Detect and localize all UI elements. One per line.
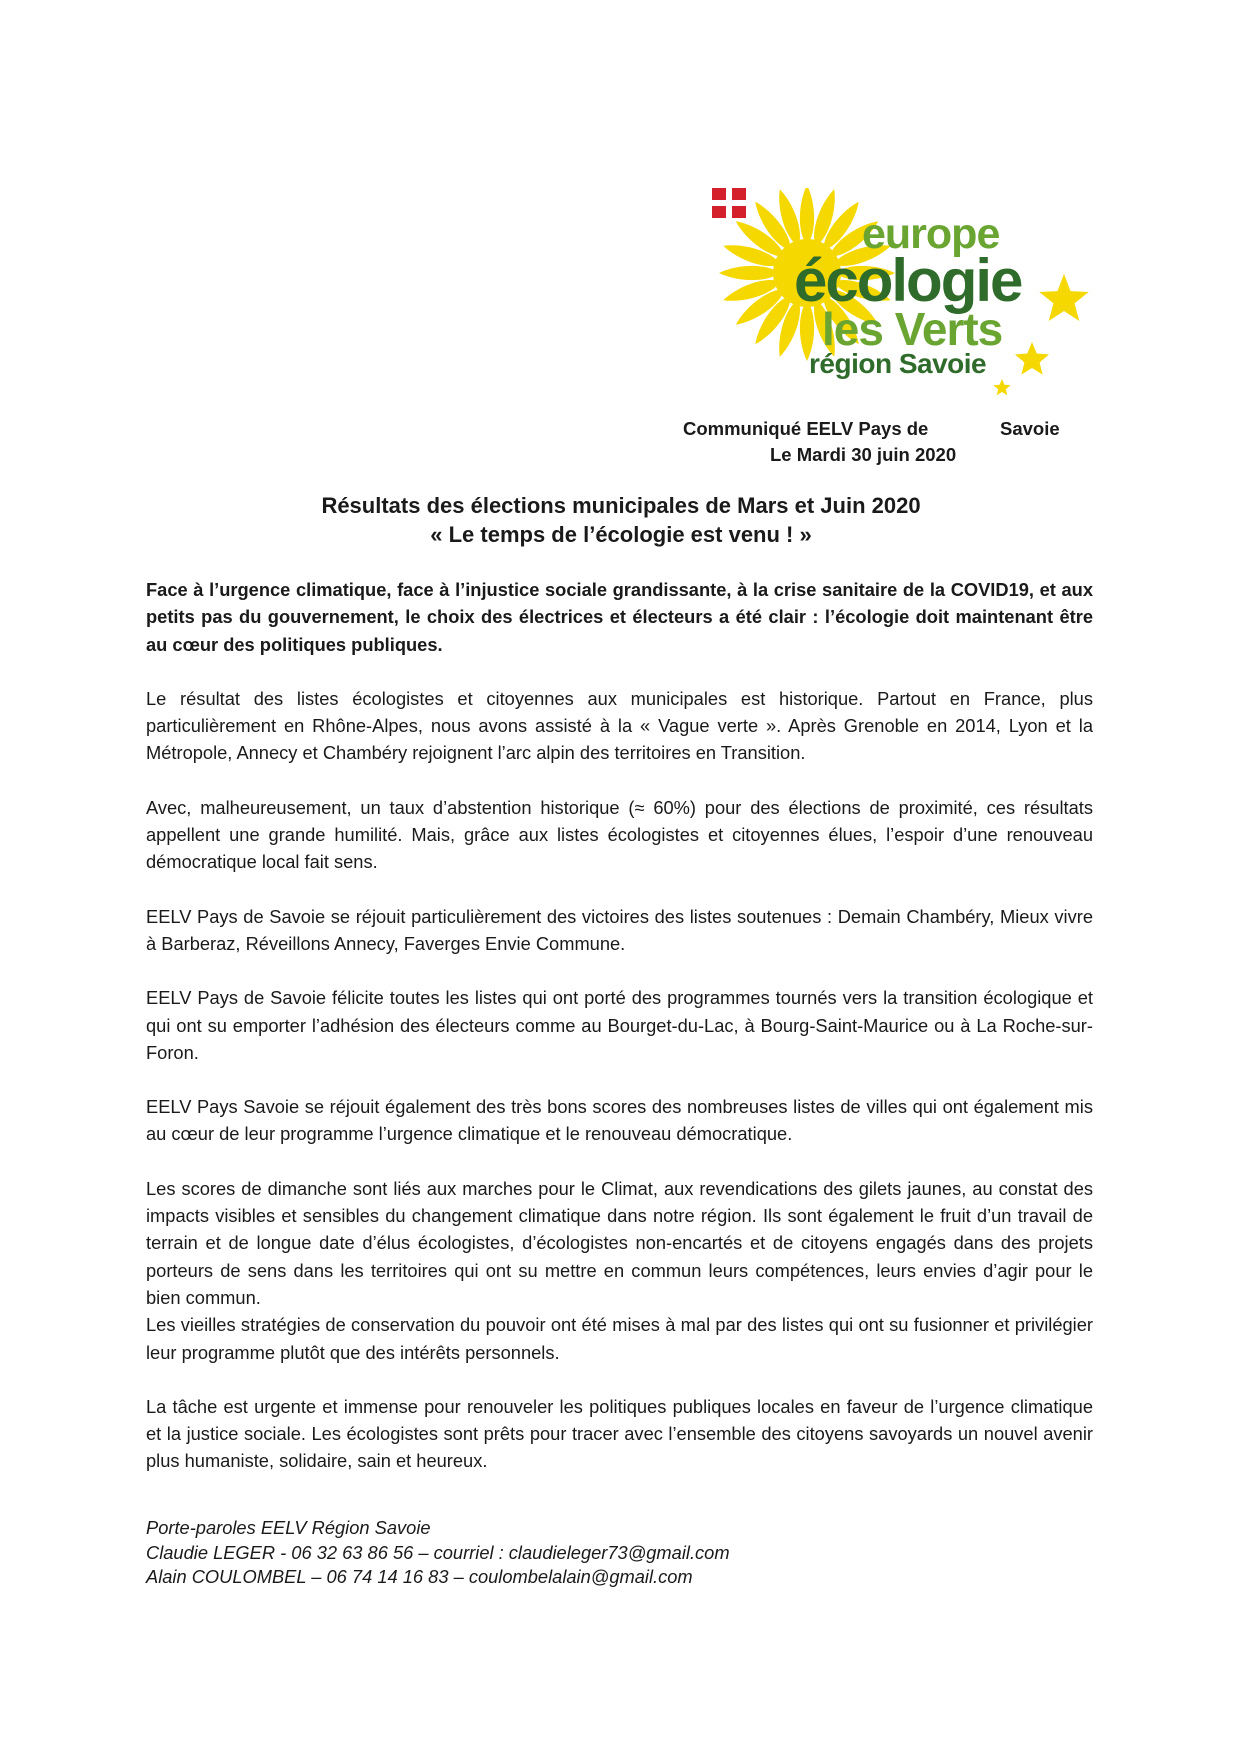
logo-text-region: région Savoie	[809, 348, 987, 379]
body-paragraph: EELV Pays Savoie se réjouit également des très bons scores des nombreuses listes de villes qui ont également mis au cœur de leur programme l’urgence climatique et le renouveau démocratique.	[146, 1096, 1093, 1145]
body-paragraph: Les scores de dimanche sont liés aux marches pour le Climat, aux revendications des gilets jaunes, au constat des impacts visibles et sensibles du changement climatique dans notre région. Ils sont également le fruit d’un travail de terrain et de longue date d’élus écologistes, d’écologistes non-encartés et de citoyens engagés dans des projets porteurs de sens dans les territoires qui ont su mettre en commun leurs compétences, leurs envies d’agir pour le bien commun.	[146, 1177, 1093, 1308]
logo-text-europe: europe	[862, 210, 1000, 258]
communique-label: Communiqué EELV Pays de	[683, 418, 929, 439]
signature-title: Porte-paroles EELV Région Savoie	[146, 1517, 431, 1538]
document-title: Résultats des élections municipales de Mars et Juin 2020	[321, 493, 921, 518]
eelv-logo	[712, 188, 1102, 398]
body-paragraph: EELV Pays de Savoie se réjouit particulièrement des victoires des listes soutenues : Demain Chambéry, Mieux vivre à Barberaz, Réveillons Annecy, Faverges Envie Commune.	[146, 905, 1093, 954]
intro-paragraph: Face à l’urgence climatique, face à l’injustice sociale grandissante, à la crise sanitaire de la COVID19, et aux petits pas du gouvernement, le choix des électrices et électeurs a été clair : l’écologie doit maintenant être au cœur des politiques publiques.	[146, 579, 1093, 655]
body-paragraph: Avec, malheureusement, un taux d’abstention historique (≈ 60%) pour des élections de proximité, ces résultats appellent une grande humilité. Mais, grâce aux listes écologistes et citoyennes élues, l’espoir d’une renouveau démocratique local fait sens.	[146, 796, 1093, 873]
logo-text-ecologie: écologie	[794, 247, 1022, 314]
signature-contact: Claudie LEGER - 06 32 63 86 56 – courriel : claudieleger73@gmail.com	[146, 1541, 730, 1563]
communique-label-end: Savoie	[1000, 418, 1060, 439]
document-subtitle: « Le temps de l’écologie est venu ! »	[430, 522, 812, 547]
signature-contact: Alain COULOMBEL – 06 74 14 16 83 – coulombelalain@gmail.com	[146, 1566, 693, 1587]
star-icon	[1039, 274, 1088, 321]
signature-block	[146, 1516, 730, 1590]
body-paragraph: EELV Pays de Savoie félicite toutes les listes qui ont porté des programmes tournés vers la transition écologique et qui ont su emporter l’adhésion des électeurs comme au Bourget-du-Lac, à Bourg-Saint-Maurice ou à La Roche-sur-Foron.	[146, 987, 1093, 1063]
body-paragraph: Les vieilles stratégies de conservation du pouvoir ont été mises à mal par des listes qui ont su fusionner et privilégier leur programme plutôt que des intérêts personnels.	[146, 1314, 1093, 1363]
sunflower-petal	[719, 266, 779, 280]
star-icon	[1015, 342, 1049, 375]
savoie-flag-icon	[712, 188, 746, 218]
star-icon	[993, 379, 1010, 395]
document-body	[146, 576, 1093, 1502]
logo-text-verts: les Verts	[822, 303, 1003, 355]
body-paragraph: Le résultat des listes écologistes et citoyennes aux municipales est historique. Partout en France, plus particulièrement en Rhône-Alpes, nous avons assisté à la « Vague verte ». Après Grenoble en 2014, Lyon et la Métropole, Annecy et Chambéry rejoignent l’arc alpin des territoires en Transition.	[146, 687, 1093, 764]
body-paragraph: La tâche est urgente et immense pour renouveler les politiques publiques locales en faveur de l’urgence climatique et la justice sociale. Les écologistes sont prêts pour tracer avec l’ensemble des citoyens savoyards un nouvel avenir plus humaniste, solidaire, sain et heureux.	[146, 1395, 1093, 1472]
document-date: Le Mardi 30 juin 2020	[770, 444, 957, 465]
sunflower-petal	[800, 188, 814, 245]
